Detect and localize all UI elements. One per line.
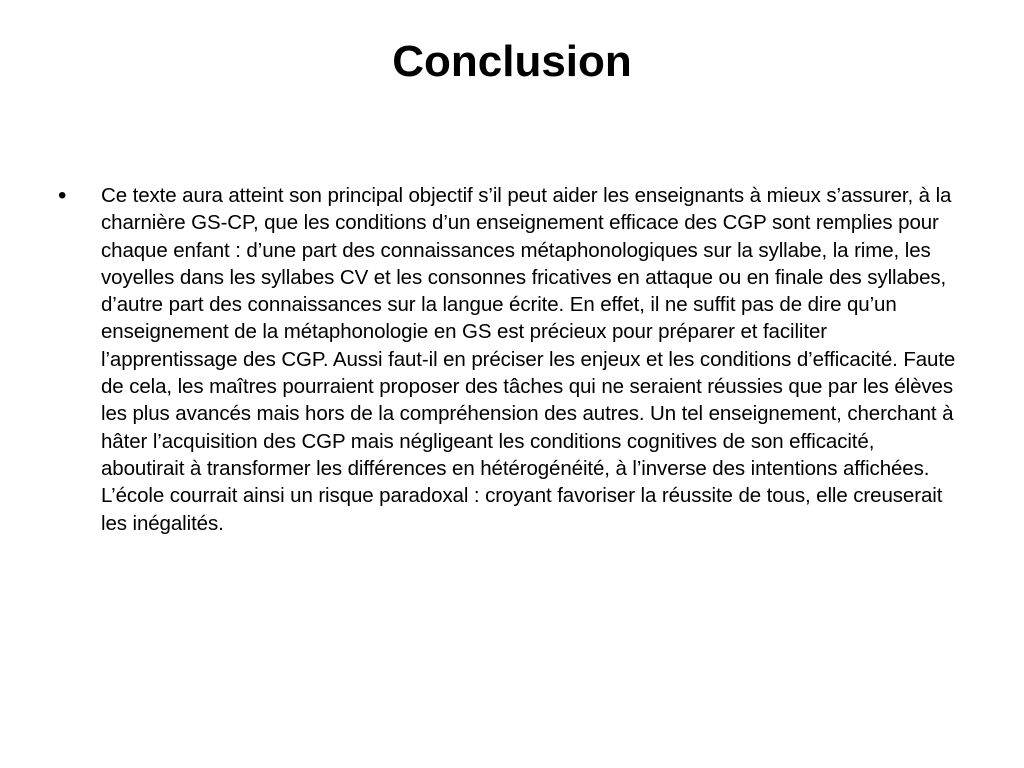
slide-title: Conclusion [392, 37, 632, 86]
bullet-item [58, 182, 963, 537]
bullet-list [58, 182, 963, 537]
bullet-icon: • [58, 182, 67, 209]
bullet-text: Ce texte aura atteint son principal objectif s’il peut aider les enseignants à mieux s’assurer, à la charnière GS-CP, que les conditions d’un enseignement efficace des CGP sont remplies pour chaque enfant : d’une part des connaissances métaphonologiques sur la syllabe, la rime, les voyelles dans les syllabes CV et les consonnes fricatives en attaque ou en finale des syllabes, d’autre part des connaissances sur la langue écrite. En effet, il ne suffit pas de dire qu’un enseignement de la métaphonologie en GS est précieux pour préparer et faciliter l’apprentissage des CGP. Aussi faut-il en préciser les enjeux et les conditions d’efficacité. Faute de cela, les maîtres pourraient proposer des tâches qui ne seraient réussies que par les élèves les plus avancés mais hors de la compréhension des autres. Un tel enseignement, cherchant à hâter l’acquisition des CGP mais négligeant les conditions cognitives de son efficacité, aboutirait à transformer les différences en hétérogénéité, à l’inverse des intentions affichées. L’école courrait ainsi un risque paradoxal : croyant favoriser la réussite de tous, elle creuserait les inégalités. [101, 184, 956, 535]
